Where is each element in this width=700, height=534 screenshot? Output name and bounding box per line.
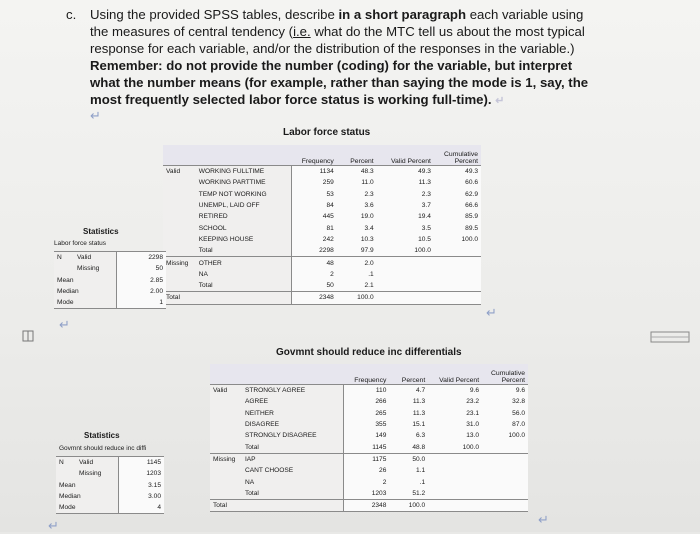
table-row: Valid STRONGLY AGREE 110 4.7 9.6 9.6 <box>210 385 528 397</box>
labor-stats-title: Statistics <box>83 227 119 236</box>
table-row: NA 2 .1 <box>210 476 528 487</box>
question-line-1: Using the provided SPSS tables, describe in a short paragraph each variable using <box>90 7 584 22</box>
table-row: CANT CHOOSE 26 1.1 <box>210 465 528 476</box>
govt-stats-subtitle: Govmnt should reduce inc diffi <box>59 445 147 452</box>
stats-row: N Valid 2298 <box>54 252 166 264</box>
question-label: c. <box>66 7 77 22</box>
paragraph-mark-icon: ↵ <box>495 95 505 107</box>
table-row: Total 2298 97.9 100.0 <box>163 245 481 257</box>
table-row: RETIRED 445 19.0 19.4 85.9 <box>163 211 481 222</box>
question-line-6: most frequently selected labor force status is working full-time). ↵ <box>90 92 505 107</box>
table-header-row: Frequency Percent Valid Percent Cumulative Percent <box>163 145 481 166</box>
table-row: Total 1145 48.8 100.0 <box>210 441 528 453</box>
paragraph-return-icon: ↵ <box>486 305 497 320</box>
paragraph-return-icon: ↵ <box>48 518 59 533</box>
table-row: Valid WORKING FULLTIME 1134 48.3 49.3 49.3 <box>163 166 481 178</box>
table-row: KEEPING HOUSE 242 10.3 10.5 100.0 <box>163 234 481 245</box>
table-row: NEITHER 265 11.3 23.1 56.0 <box>210 408 528 419</box>
question-line-5: what the number means (for example, rather than saying the mode is 1, say, the <box>90 75 589 90</box>
paragraph-return-icon: ↵ <box>90 108 101 123</box>
labor-stats-table <box>54 251 166 309</box>
paragraph-return-icon: ↵ <box>59 317 70 332</box>
table-row: Total 50 2.1 <box>163 280 481 292</box>
stats-row: Mean 3.15 <box>56 480 164 491</box>
govt-stats-table <box>56 456 164 514</box>
govt-stats-title: Statistics <box>84 431 120 440</box>
table-row: SCHOOL 81 3.4 3.5 89.5 <box>163 222 481 233</box>
table-header-row: Frequency Percent Valid Percent Cumulative Percent <box>210 364 528 385</box>
labor-stats-subtitle: Labor force status <box>54 240 107 247</box>
table-row: Total 2348 100.0 <box>210 499 528 511</box>
table-row: TEMP NOT WORKING 53 2.3 2.3 62.9 <box>163 189 481 200</box>
table-row: STRONGLY DISAGREE 149 6.3 13.0 100.0 <box>210 430 528 441</box>
stats-row: Median 2.00 <box>54 286 166 297</box>
stats-row: Missing 1203 <box>56 468 164 479</box>
question-line-4: Remember: do not provide the number (coding) for the variable, but interpret <box>90 58 573 73</box>
labor-frequency-table <box>163 145 481 305</box>
stats-row: Median 3.00 <box>56 491 164 502</box>
paragraph-return-icon: ↵ <box>538 512 549 527</box>
table-row: NA 2 .1 <box>163 269 481 280</box>
stats-row: Mean 2.85 <box>54 275 166 286</box>
stats-row: Missing 50 <box>54 263 166 274</box>
table-row: Total 2348 100.0 <box>163 292 481 304</box>
table-row: Missing IAP 1175 50.0 <box>210 453 528 465</box>
table-row: DISAGREE 355 15.1 31.0 87.0 <box>210 419 528 430</box>
question-prompt <box>66 6 676 110</box>
table-move-handle-icon[interactable] <box>650 330 690 344</box>
table-row: UNEMPL, LAID OFF 84 3.6 3.7 66.6 <box>163 200 481 211</box>
govt-table-title: Govmnt should reduce inc differentials <box>276 347 462 358</box>
table-row: WORKING PARTTIME 259 11.0 11.3 60.6 <box>163 177 481 188</box>
govt-frequency-table <box>210 364 528 512</box>
stats-row: N Valid 1145 <box>56 457 164 469</box>
question-line-2: the measures of central tendency (i.e. what do the MTC tell us about the most typical <box>90 24 585 39</box>
labor-table-title: Labor force status <box>283 127 371 138</box>
stats-row: Mode 1 <box>54 297 166 309</box>
table-row: Total 1203 51.2 <box>210 488 528 500</box>
table-row: AGREE 266 11.3 23.2 32.8 <box>210 396 528 407</box>
table-resize-handle-icon[interactable] <box>22 330 34 342</box>
table-row: Missing OTHER 48 2.0 <box>163 257 481 269</box>
stats-row: Mode 4 <box>56 502 164 514</box>
question-line-3: response for each variable, and/or the distribution of the responses in the variable.) <box>90 41 575 56</box>
